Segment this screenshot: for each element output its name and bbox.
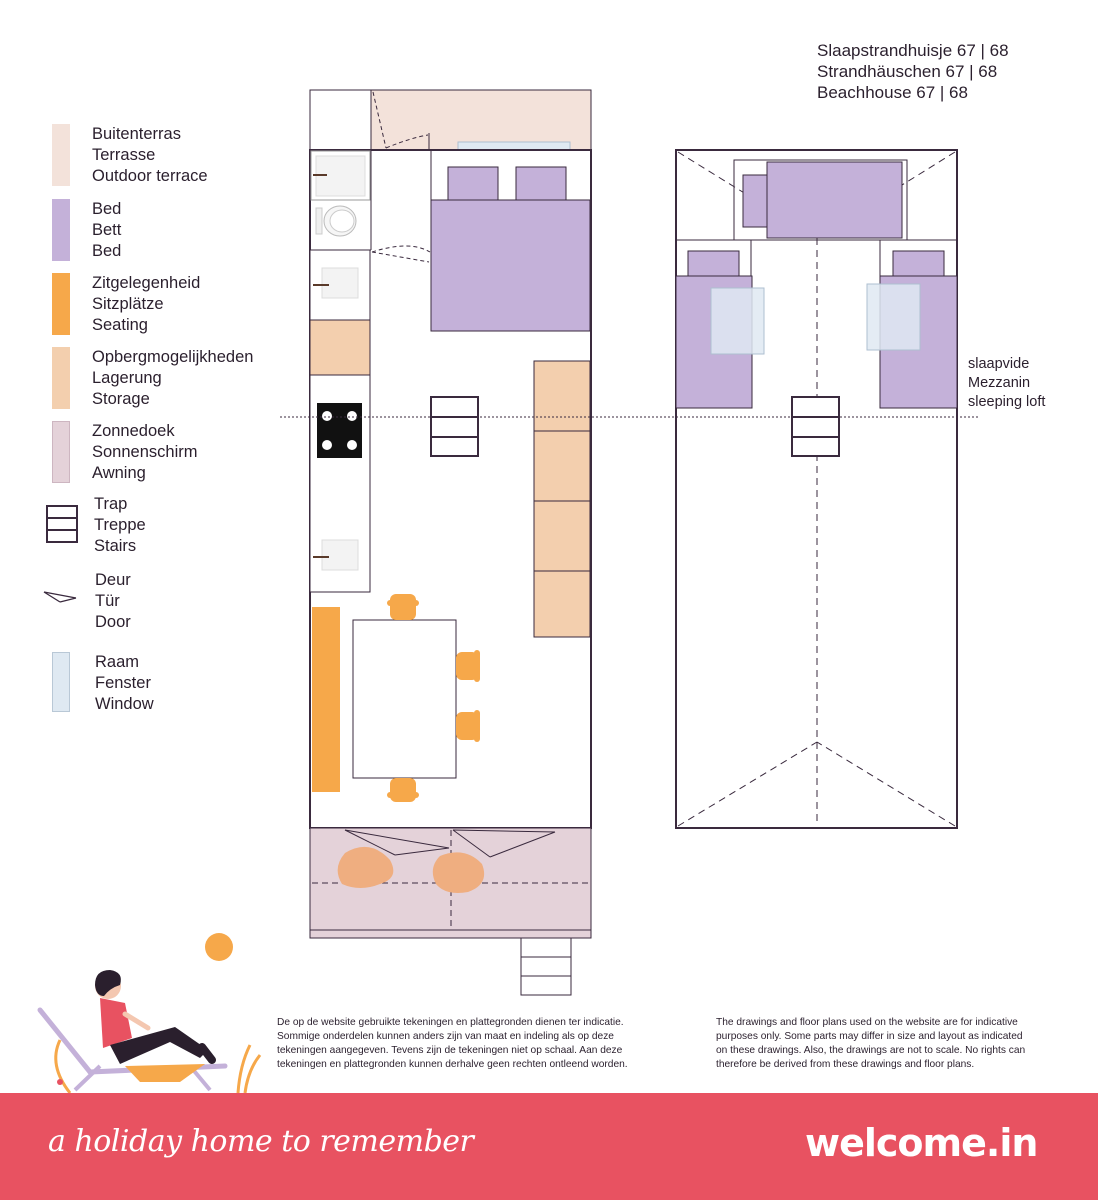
bench-seat <box>312 607 340 792</box>
entrance-steps <box>521 938 571 995</box>
pillow <box>516 167 566 201</box>
legend-label-nl: Buitenterras <box>92 125 181 143</box>
legend-label-en: Outdoor terrace <box>92 167 208 185</box>
chair <box>456 650 480 682</box>
storage-cabinets <box>534 361 590 637</box>
toilet-icon <box>316 206 356 236</box>
legend-label-nl: Opbergmogelijkheden <box>92 348 254 366</box>
legend-label-en: Storage <box>92 390 150 408</box>
legend-label-nl: Bed <box>92 200 122 218</box>
loft-label <box>968 355 1045 412</box>
legend-label-nl: Trap <box>94 495 128 513</box>
bed <box>767 162 902 238</box>
legend-label-nl: Zonnedoek <box>92 422 175 440</box>
storage-cabinet <box>310 320 370 375</box>
loft-label-de: Mezzanin <box>968 375 1031 391</box>
title-line-nl: Slaapstrandhuisje 67 | 68 <box>817 41 1009 60</box>
legend-label-de: Sonnenschirm <box>92 443 198 461</box>
door-icon <box>44 592 76 602</box>
ground-floor-plan <box>310 90 591 995</box>
disclaimer-line: De op de website gebruikte tekeningen en plattegronden dienen ter indicatie. <box>277 1017 624 1028</box>
stairs-icon <box>792 397 839 456</box>
title-line-de: Strandhäuschen 67 | 68 <box>817 62 998 81</box>
legend-label-de: Tür <box>95 592 120 610</box>
pillow <box>448 167 498 201</box>
chair <box>456 710 480 742</box>
pillow <box>893 251 944 276</box>
chair <box>387 778 419 802</box>
legend-label-de: Sitzplätze <box>92 295 164 313</box>
legend-label-de: Fenster <box>95 674 151 692</box>
disclaimer-line: Sommige onderdelen kunnen anders zijn van maat en indeling als op deze <box>277 1031 614 1042</box>
disclaimer-nl <box>277 1016 628 1072</box>
legend-label-de: Treppe <box>94 516 146 534</box>
legend-label-en: Seating <box>92 316 148 334</box>
legend-label-nl: Deur <box>95 571 131 589</box>
lounger-illustration <box>40 933 260 1093</box>
legend-label-nl: Zitgelegenheid <box>92 274 201 292</box>
disclaimer-en <box>716 1016 1025 1072</box>
legend-label-de: Bett <box>92 221 122 239</box>
loft-label-nl: slaapvide <box>968 356 1030 372</box>
window <box>867 284 920 350</box>
legend-label-de: Lagerung <box>92 369 162 387</box>
disclaimer-line: tekeningen aangegeven. Tevens zijn de tekeningen niet op schaal. Aan deze <box>277 1045 623 1056</box>
double-bed <box>431 200 590 331</box>
chair <box>387 594 419 620</box>
loft-floor-plan <box>676 150 957 828</box>
dining-table <box>353 620 456 778</box>
legend-label-de: Terrasse <box>92 146 156 164</box>
entrance-box <box>310 90 371 150</box>
footer-tagline: a holiday home to remember <box>48 1124 474 1159</box>
legend-label-nl: Raam <box>95 653 140 671</box>
stove-icon <box>317 403 362 458</box>
legend-label-en: Window <box>95 695 154 713</box>
disclaimer-line: tekeningen en plattegronden kunnen derhalve geen rechten ontleend worden. <box>277 1059 628 1070</box>
brand-logo[interactable]: welcome.in <box>805 1121 1038 1165</box>
disclaimer-line: The drawings and floor plans used on the website are for indicative <box>716 1017 1018 1028</box>
disclaimer-line: therefore be derived from these drawings and floor plans. <box>716 1059 975 1070</box>
stairs-icon <box>47 506 77 542</box>
window <box>711 288 764 354</box>
loft-label-en: sleeping loft <box>968 394 1046 410</box>
outdoor-terrace <box>371 90 591 150</box>
disclaimer-line: on these drawings. Also, the drawings are not to scale. No rights can <box>716 1045 1026 1056</box>
disclaimer-line: purposes only. Some parts may differ in size and layout as indicated <box>716 1031 1023 1042</box>
sun-icon <box>205 933 233 961</box>
pillow <box>688 251 739 276</box>
legend-label-en: Awning <box>92 464 146 482</box>
legend-label-en: Stairs <box>94 537 137 555</box>
legend-label-en: Bed <box>92 242 122 260</box>
title-line-en: Beachhouse 67 | 68 <box>817 83 968 102</box>
legend-label-en: Door <box>95 613 131 631</box>
